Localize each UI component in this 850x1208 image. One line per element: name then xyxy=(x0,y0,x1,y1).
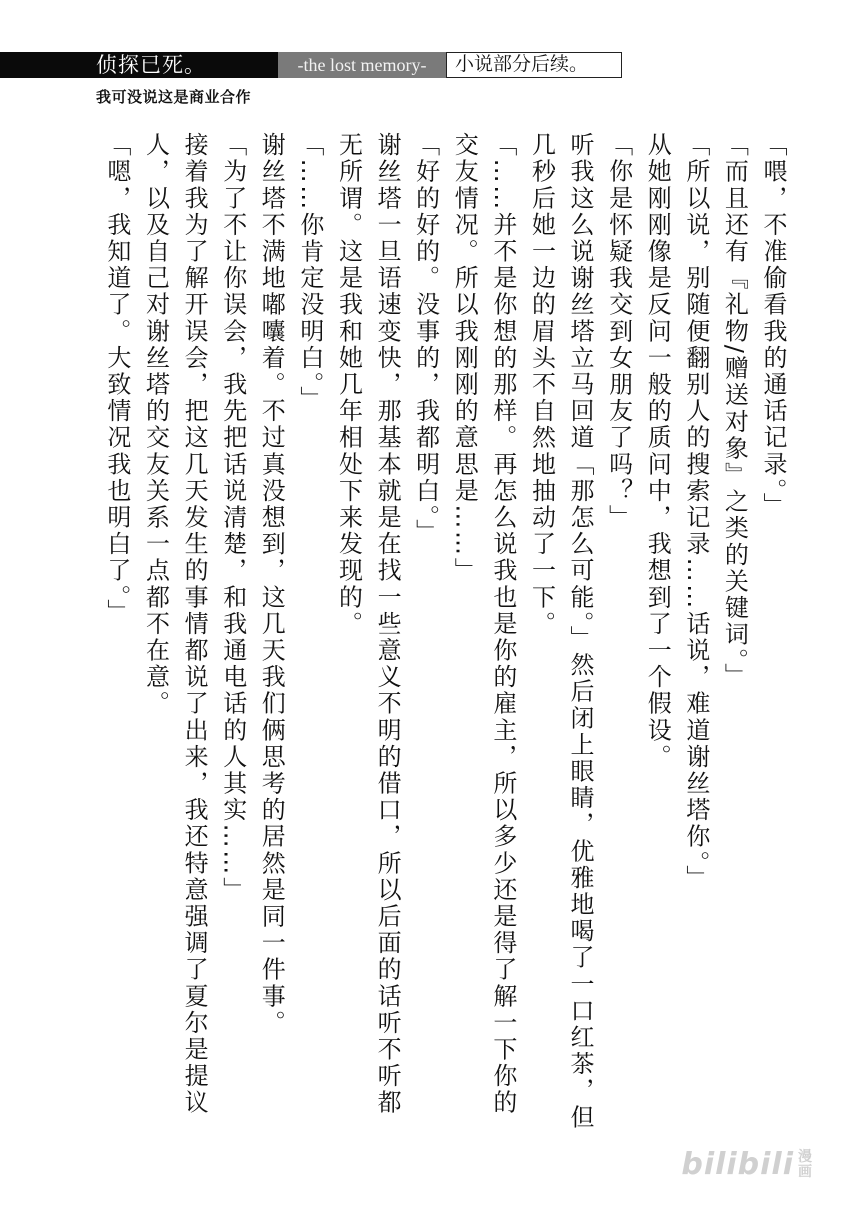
paragraph: 谢丝塔一旦语速变快，那基本就是在找一些意义不明的借口，所以后面的话听不听都无所谓。这是我和她几年相处下来发现的。 xyxy=(334,132,402,1117)
paragraph: 「而且还有『礼物/赠送对象』之类的关键词。」 xyxy=(720,132,749,690)
paragraph: 「嗯，我知道了。大致情况我也明白了。」 xyxy=(102,132,131,626)
paragraph: 「……你肯定没明白。」 xyxy=(295,132,324,413)
bilibili-watermark xyxy=(681,1147,812,1182)
chapter-title: 我可没说这是商业合作 xyxy=(96,88,252,106)
paragraph: 「……并不是你想的那样。再怎么说我也是你的雇主，所以多少还是得了解一下你的交友情况。所以我刚刚的意思是……」 xyxy=(450,132,517,1117)
paragraph: 「所以说，别随便翻别人的搜索记录……话说，难道谢丝塔你。」 xyxy=(681,132,710,892)
paragraph: 从她刚刚像是反问一般的质问中，我想到了一个假设。 xyxy=(643,132,672,771)
manga-tag-line: 漫 xyxy=(798,1148,812,1165)
paragraph: 「为了不让你误会，我先把话说清楚，和我通电话的人其实……」 xyxy=(218,132,247,904)
paragraph: 「好的好的。没事的，我都明白。」 xyxy=(411,132,440,546)
header-band xyxy=(0,52,622,78)
manga-tag xyxy=(798,1150,812,1180)
paragraph: 「喂，不准偷看我的通话记录。」 xyxy=(759,132,787,519)
novel-body xyxy=(72,132,792,1142)
series-title: 侦探已死。 xyxy=(0,52,278,78)
paragraph: 听我这么说谢丝塔立马回道「那怎么可能。」然后闭上眼睛，优雅地喝了一口红茶，但几秒后她一边的眉头不自然地抽动了一下。 xyxy=(527,132,595,1131)
paragraph: 谢丝塔不满地嘟囔着。不过真没想到，这几天我们俩思考的居然是同一件事。 xyxy=(257,132,286,1037)
paragraph: 接着我为了解开误会，把这几天发生的事情都说了出来，我还特意强调了夏尔是提议人，以及自己对谢丝塔的交友关系一点都不在意。 xyxy=(141,132,209,1117)
subtitle: -the lost memory- xyxy=(278,52,446,78)
bilibili-logo: bilibili xyxy=(681,1147,794,1182)
manga-tag-line: 画 xyxy=(798,1163,812,1180)
paragraph: 「你是怀疑我交到女朋友了吗？」 xyxy=(604,132,633,531)
section-tag: 小说部分后续。 xyxy=(446,52,622,78)
